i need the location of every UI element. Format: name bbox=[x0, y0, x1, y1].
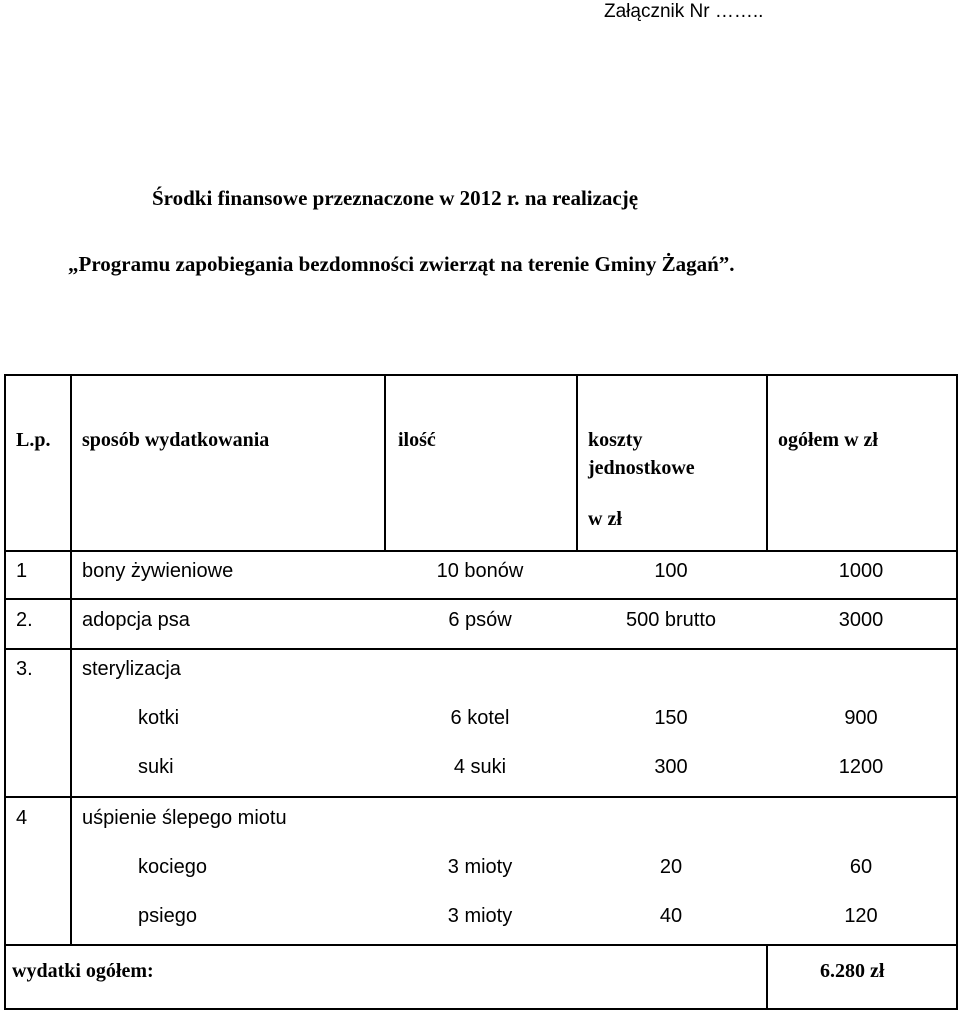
row1-unit-cost: 100 bbox=[654, 560, 688, 582]
row4a-method: kociego bbox=[138, 856, 207, 878]
row4-lp: 4 bbox=[16, 807, 28, 829]
row3b-method: suki bbox=[138, 756, 174, 778]
row2-total: 3000 bbox=[838, 609, 884, 631]
header-total: ogółem w zł bbox=[778, 429, 878, 451]
col-divider-unitcost bbox=[766, 374, 768, 552]
footer-total: 6.280 zł bbox=[820, 960, 885, 982]
row1-method: bony żywieniowe bbox=[82, 560, 234, 582]
header-method: sposób wydatkowania bbox=[82, 429, 270, 451]
row3-method: sterylizacja bbox=[82, 658, 181, 680]
row3a-total: 900 bbox=[844, 707, 878, 729]
row3a-unit-cost: 150 bbox=[654, 707, 688, 729]
table-border-top bbox=[4, 374, 958, 376]
table-rule-row1 bbox=[4, 598, 958, 600]
document-title-line-2: „Programu zapobiegania bezdomności zwierząt na terenie Gminy Żagań”. bbox=[68, 252, 735, 276]
row4-method: uśpienie ślepego miotu bbox=[82, 807, 287, 829]
row3b-quantity: 4 suki bbox=[453, 756, 507, 778]
row4a-total: 60 bbox=[849, 856, 873, 878]
col-divider-method bbox=[384, 374, 386, 552]
header-unit-cost-line3: w zł bbox=[588, 508, 622, 530]
row3b-unit-cost: 300 bbox=[654, 756, 688, 778]
document-title-line-1: Środki finansowe przeznaczone w 2012 r. na realizację bbox=[152, 186, 639, 210]
row1-total: 1000 bbox=[838, 560, 884, 582]
table-rule-row3 bbox=[4, 796, 958, 798]
row4a-unit-cost: 20 bbox=[659, 856, 683, 878]
row3a-quantity: 6 kotel bbox=[450, 707, 510, 729]
row2-unit-cost: 500 brutto bbox=[625, 609, 717, 631]
row2-lp: 2. bbox=[16, 609, 33, 631]
table-border-right bbox=[956, 374, 958, 1010]
row4b-method: psiego bbox=[138, 905, 197, 927]
row4b-total: 120 bbox=[844, 905, 878, 927]
row4b-quantity: 3 mioty bbox=[447, 905, 513, 927]
attachment-number: Załącznik Nr …….. bbox=[604, 1, 764, 22]
row2-method: adopcja psa bbox=[82, 609, 190, 631]
col-divider-total-footer bbox=[766, 944, 768, 1010]
table-border-bottom bbox=[4, 1008, 958, 1010]
header-unit-cost-line2: jednostkowe bbox=[588, 457, 695, 479]
table-rule-row2 bbox=[4, 648, 958, 650]
row3b-total: 1200 bbox=[838, 756, 884, 778]
footer-label: wydatki ogółem: bbox=[12, 960, 154, 982]
header-lp: L.p. bbox=[16, 429, 51, 451]
row4b-unit-cost: 40 bbox=[659, 905, 683, 927]
col-divider-quantity bbox=[576, 374, 578, 552]
table-rule-row4 bbox=[4, 944, 958, 946]
row4a-quantity: 3 mioty bbox=[447, 856, 513, 878]
col-divider-lp bbox=[70, 374, 72, 946]
header-unit-cost-line1: koszty bbox=[588, 429, 643, 451]
row3a-method: kotki bbox=[138, 707, 180, 729]
row3-lp: 3. bbox=[16, 658, 33, 680]
row1-lp: 1 bbox=[16, 560, 28, 582]
table-rule-header bbox=[4, 550, 958, 552]
row1-quantity: 10 bonów bbox=[436, 560, 524, 582]
header-quantity: ilość bbox=[398, 429, 436, 451]
table-border-left bbox=[4, 374, 6, 1010]
row2-quantity: 6 psów bbox=[448, 609, 512, 631]
